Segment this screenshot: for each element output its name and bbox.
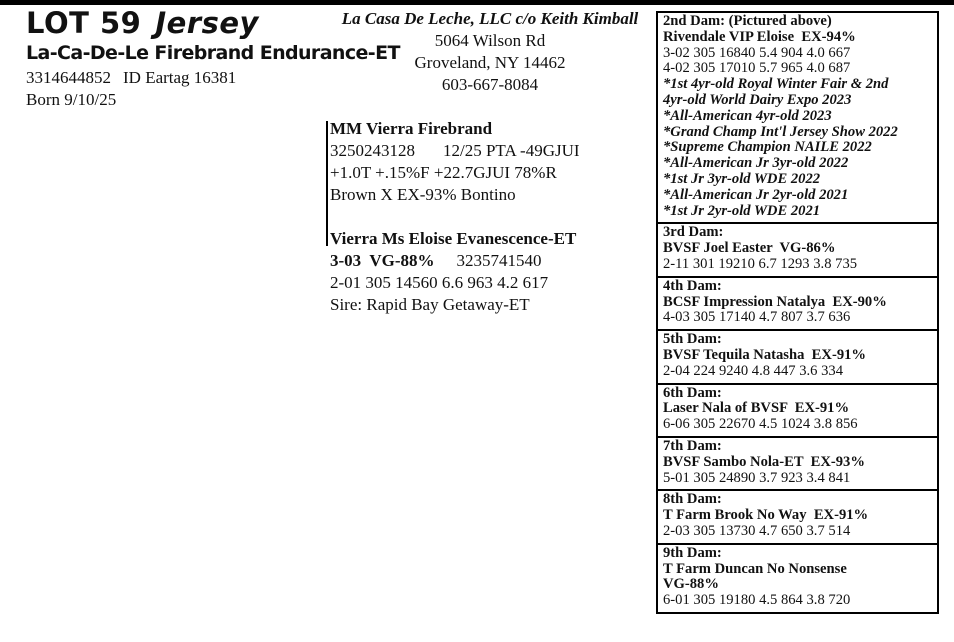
registration-line [26,68,236,88]
sire-pta: 12/25 PTA -49GJUI [443,141,580,160]
dam-section [658,329,937,382]
sire-name: MM Vierra Firebrand [330,119,493,138]
dam-block [330,228,576,316]
sire-registration: 3250243128 [330,141,415,160]
dam-classification: 3-03 VG-88% [330,251,435,270]
dam-generation-header: 5th Dam: [663,331,722,348]
dam-name: Vierra Ms Eloise Evanescence-ET [330,229,577,248]
dam-generation-honor: *1st Jr 3yr-old WDE 2022 [663,170,821,187]
registration-number: 3314644852 [26,68,111,87]
sire-traits: +1.0T +.15%F +22.7GJUI 78%R [330,163,557,182]
dam-generation-header: 6th Dam: [663,384,722,401]
dam-generation-honor: *All-American Jr 3yr-old 2022 [663,155,849,172]
dam-generation-record: 4-03 305 17140 4.7 807 3.7 636 [663,309,851,326]
dam-generation-record: 6-01 305 19180 4.5 864 3.8 720 [663,592,851,609]
lot-breed: Jersey [155,6,259,40]
lot-title [26,6,259,40]
dam-generation-classification: VG-88% [663,576,719,593]
dam-generation-honor: *1st Jr 2yr-old WDE 2021 [663,202,821,219]
dam-generation-honor: *Grand Champ Int'l Jersey Show 2022 [663,123,898,140]
dam-generation-record: 6-06 305 22670 4.5 1024 3.8 856 [663,416,858,433]
dam-generation-name: BVSF Sambo Nola-ET EX-93% [663,453,865,470]
sire-block [330,118,580,206]
dam-generation-honor: *1st 4yr-old Royal Winter Fair & 2nd [663,76,889,93]
dam-section [658,436,937,489]
sire-reg-line [330,140,580,162]
sire-pedigree: Brown X EX-93% Bontino [330,185,516,204]
dam-section [658,13,937,222]
consignor-phone: 603-667-8084 [441,75,539,94]
dam-sire: Sire: Rapid Bay Getaway-ET [330,295,530,314]
dam-generation-record: 4-02 305 17010 5.7 965 4.0 687 [663,60,851,77]
dam-generation-name: T Farm Brook No Way EX-91% [663,507,869,524]
dam-generation-name: BVSF Joel Easter VG-86% [663,240,836,257]
dam-section [658,543,937,612]
consignor-address: 5064 Wilson Rd [434,31,546,50]
dam-generation-record: 2-03 305 13730 4.7 650 3.7 514 [663,522,851,539]
lot-number: LOT 59 [26,6,142,40]
dam-generation-header: 4th Dam: [663,277,722,294]
dam-generation-record: 2-04 224 9240 4.8 447 3.6 334 [663,362,843,379]
consignor-block [330,8,650,96]
animal-name: La-Ca-De-Le Firebrand Endurance-ET [26,42,400,64]
dam-generation-record: 2-11 301 19210 6.7 1293 3.8 735 [663,255,858,272]
dam-generation-header: 2nd Dam: (Pictured above) [663,13,832,29]
birth-date: Born 9/10/25 [26,90,117,109]
dam-record: 2-01 305 14560 6.6 963 4.2 617 [330,273,549,292]
dam-generation-name: Laser Nala of BVSF EX-91% [663,400,850,417]
eartag: ID Eartag 16381 [123,68,237,87]
dam-generation-name: Rivendale VIP Eloise EX-94% [663,28,856,45]
dam-section [658,276,937,329]
dam-section [658,383,937,436]
dam-registration: 3235741540 [456,251,542,270]
consignor-city: Groveland, NY 14462 [414,53,566,72]
dam-generation-honor: *All-American 4yr-old 2023 [663,107,832,124]
dam-generation-record: 3-02 305 16840 5.4 904 4.0 667 [663,44,851,61]
consignor-name: La Casa De Leche, LLC c/o Keith Kimball [341,9,639,28]
dam-generation-honor: 4yr-old World Dairy Expo 2023 [663,91,852,108]
dam-generation-record: 5-01 305 24890 3.7 923 3.4 841 [663,469,851,486]
dam-generation-honor: *All-American Jr 2yr-old 2021 [663,186,849,203]
dam-generation-header: 7th Dam: [663,437,722,454]
dam-generation-name: T Farm Duncan No Nonsense [663,560,847,577]
dam-class-line [330,250,576,272]
maternal-line-box [656,11,939,614]
pedigree-bracket [326,121,328,246]
dam-generation-header: 3rd Dam: [663,224,724,241]
dam-generation-header: 9th Dam: [663,544,722,561]
dam-generation-name: BVSF Tequila Natasha EX-91% [663,346,867,363]
dam-section [658,222,937,275]
dam-section [658,489,937,542]
dam-generation-name: BCSF Impression Natalya EX-90% [663,293,887,310]
top-rule [0,0,954,5]
dam-generation-honor: *Supreme Champion NAILE 2022 [663,139,872,156]
dam-generation-header: 8th Dam: [663,491,722,508]
